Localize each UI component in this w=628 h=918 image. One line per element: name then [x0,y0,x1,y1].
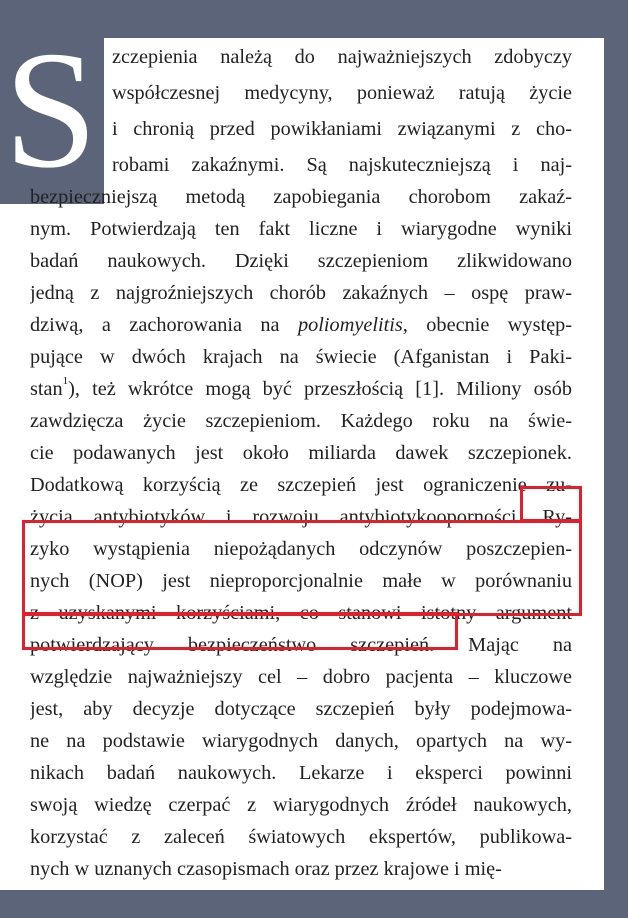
text-line: badań naukowych. Dzięki szczepieniom zlikwidowano [30,250,572,272]
text-line: robami zakaźnymi. Są najskuteczniejszą i naj- [112,154,572,176]
text-line: ne na podstawie wiarygodnych danych, opartych na wy- [30,730,572,752]
text-line: i chronią przed powikłaniami związanymi z cho- [112,118,572,140]
text-line: współczesnej medycyny, ponieważ ratują życie [112,82,572,104]
article-page [0,17,604,890]
line-segment: , obecnie występ- [402,314,572,336]
text-line [30,308,572,342]
line-segment: ), też wkrótce mogą być przeszłością [1]. Miliony osób [68,378,572,400]
text-line: bezpieczniejszą metodą zapobiegania chorobom zakaź- [30,186,572,208]
text-line: nym. Potwierdzają ten fakt liczne i wiarygodne wyniki [30,218,572,240]
text-line: względzie najważniejszy cel – dobro pacjenta – kluczowe [30,666,572,688]
line-segment: dziwą, a zachorowania na [30,314,280,336]
text-line: z uzyskanymi korzyściami, co stanowi istotny argument [30,602,572,624]
text-line: zyko wystąpienia niepożądanych odczynów poszczepien- [30,538,572,560]
text-line: nikach badań naukowych. Lekarze i eksperci powinni [30,762,572,784]
italic-term: poliomyelitis [298,314,403,336]
text-line: zczepienia należą do najważniejszych zdobyczy [112,46,572,68]
text-line: nych (NOP) jest nieproporcjonalnie małe w porównaniu [30,570,572,592]
text-line: życia antybiotyków i rozwoju antybiotykooporności. Ry- [30,506,572,528]
text-line: nych w uznanych czasopismach oraz przez krajowe i mię- [30,858,502,880]
text-line: Dodatkową korzyścią ze szczepień jest ograniczenie zu- [30,474,572,496]
text-line: jedną z najgroźniejszych chorób zakaźnych – ospę praw- [30,282,572,304]
footnote-ref[interactable]: 1 [62,375,69,387]
text-line: cie podawanych jest około miliarda dawek szczepionek. [30,442,572,464]
text-line: jest, aby decyzje dotyczące szczepień były podejmowa- [30,698,572,720]
line-segment: stan [30,378,63,400]
text-line [30,372,572,406]
text-line: potwierdzający bezpieczeństwo szczepień. Mając na [30,634,572,656]
text-line: pujące w dwóch krajach na świecie (Afganistan i Paki- [30,346,572,368]
dropcap-letter: S [4,17,98,203]
text-line: korzystać z zaleceń światowych ekspertów, publikowa- [30,826,572,848]
text-line: zawdzięcza życie szczepieniom. Każdego roku na świe- [30,410,572,432]
text-line: swoją wiedzę czerpać z wiarygodnych źródeł naukowych, [30,794,572,816]
